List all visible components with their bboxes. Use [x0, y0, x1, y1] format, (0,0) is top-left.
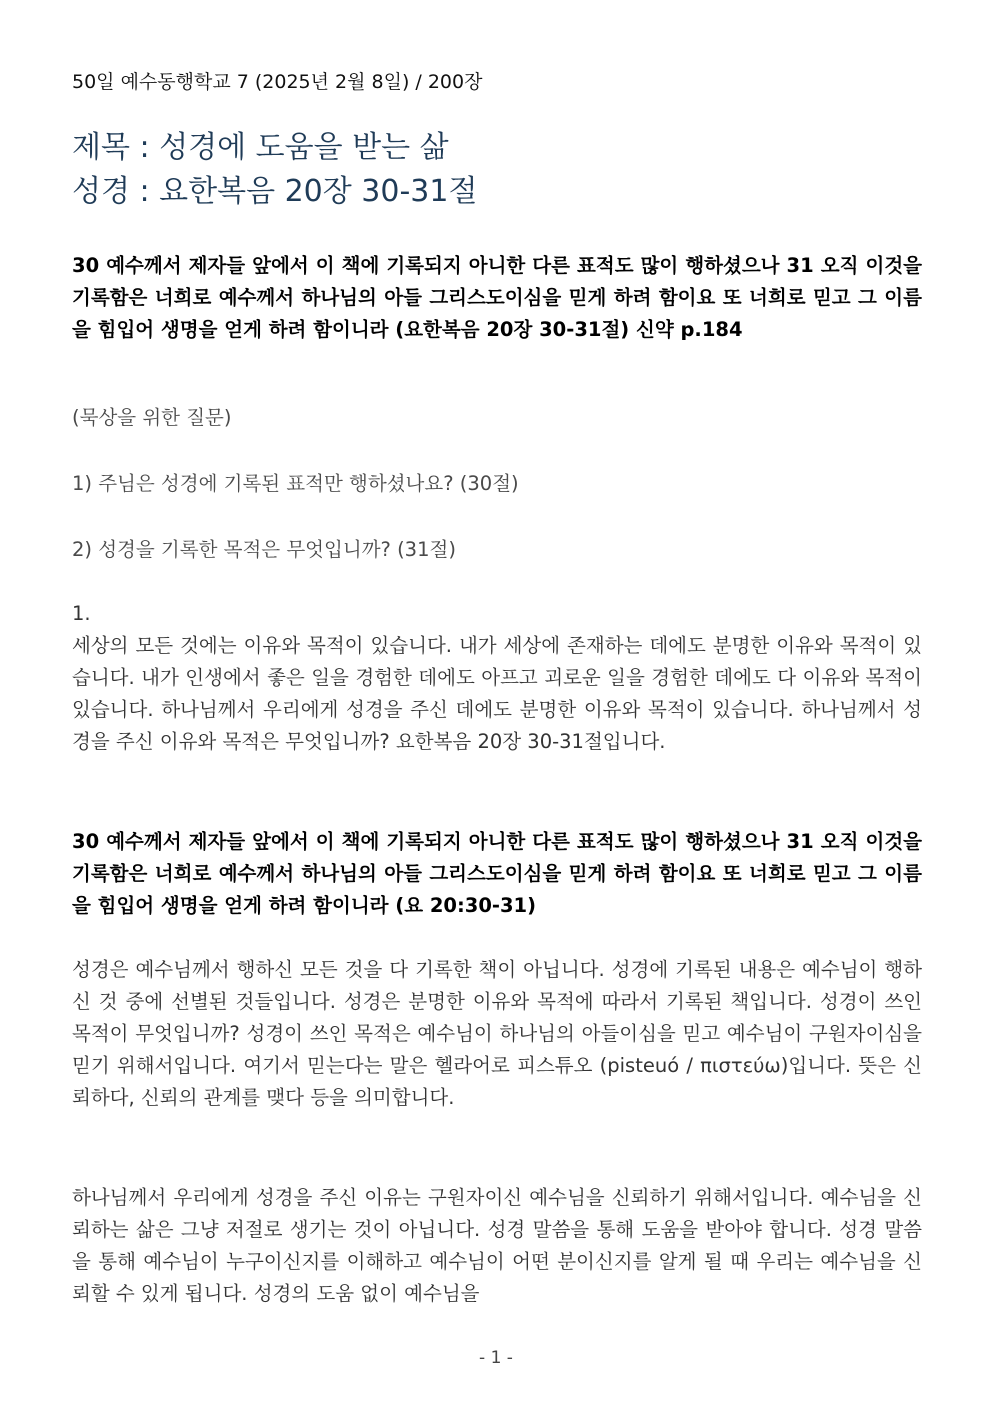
body-paragraph-2: 성경은 예수님께서 행하신 모든 것을 다 기록한 책이 아닙니다. 성경에 기록된 내용은 예수님이 행하신 것 중에 선별된 것들입니다. 성경은 분명한 이유와 목적에 따라서 기록된 책입니다. 성경이 쓰인 목적이 무엇입니까? 성경이 쓰인 목적은 예수님이 하나님의 아들이심을 믿고 예수님이 구원자이심을 믿기 위해서입니다. 여기서 믿는다는 말은 헬라어로 피스튜오 (pisteuó / πιστεύω)입니다. 뜻은 신뢰하다, 신뢰의 관계를 맺다 등을 의미합니다. [72, 958, 922, 1109]
page-number: - 1 - [479, 1348, 513, 1368]
section-number: 1. [72, 602, 91, 625]
meditation-heading: (묵상을 위한 질문) [72, 406, 232, 429]
body-paragraph-3: 하나님께서 우리에게 성경을 주신 이유는 구원자이신 예수님을 신뢰하기 위해서입니다. 예수님을 신뢰하는 삶은 그냥 저절로 생기는 것이 아닙니다. 성경 말씀을 통해 도움을 받아야 합니다. 성경 말씀을 통해 예수님이 누구이신지를 이해하고 예수님이 어떤 분이신지를 알게 될 때 우리는 예수님을 신뢰할 수 있게 됩니다. 성경의 도움 없이 예수님을 [72, 1186, 922, 1305]
scripture-passage-repeat: 30 예수께서 제자들 앞에서 이 책에 기록되지 아니한 다른 표적도 많이 행하셨으나 31 오직 이것을 기록함은 너희로 예수께서 하나님의 아들 그리스도이심을 믿게 하려 함이요 또 너희로 믿고 그 이름을 힘입어 생명을 얻게 하려 함이니라 (요 20:30-31) [72, 830, 922, 917]
scripture-reference: 성경 : 요한복음 20장 30-31절 [72, 174, 478, 209]
meditation-question-2: 2) 성경을 기록한 목적은 무엇입니까? (31절) [72, 538, 456, 561]
sermon-title: 제목 : 성경에 도움을 받는 삶 [72, 130, 449, 165]
meditation-question-1: 1) 주님은 성경에 기록된 표적만 행하셨나요? (30절) [72, 472, 519, 495]
scripture-passage: 30 예수께서 제자들 앞에서 이 책에 기록되지 아니한 다른 표적도 많이 행하셨으나 31 오직 이것을 기록함은 너희로 예수께서 하나님의 아들 그리스도이심을 믿게 하려 함이요 또 너희로 믿고 그 이름을 힘입어 생명을 얻게 하려 함이니라 (요한복음 20장 30-31절) 신약 p.184 [72, 254, 922, 341]
document-header: 50일 예수동행학교 7 (2025년 2월 8일) / 200장 [72, 71, 483, 93]
body-paragraph-1: 세상의 모든 것에는 이유와 목적이 있습니다. 내가 세상에 존재하는 데에도 분명한 이유와 목적이 있습니다. 내가 인생에서 좋은 일을 경험한 데에도 아프고 괴로운 일을 경험한 데에도 다 이유와 목적이 있습니다. 하나님께서 우리에게 성경을 주신 데에도 분명한 이유와 목적이 있습니다. 하나님께서 성경을 주신 이유와 목적은 무엇입니까? 요한복음 20장 30-31절입니다. [72, 634, 922, 753]
